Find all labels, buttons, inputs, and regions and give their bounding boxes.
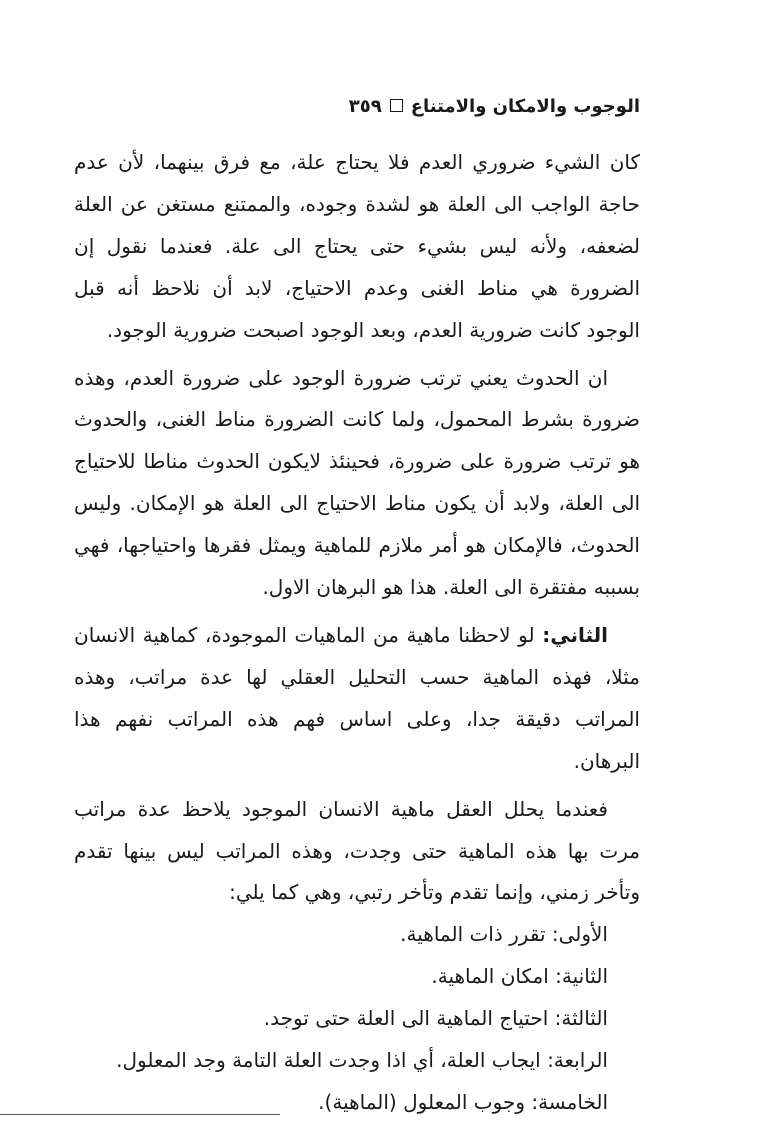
list-item-4: الرابعة: ايجاب العلة، أي اذا وجدت العلة التامة وجد المعلول. — [116, 1048, 608, 1073]
section-label-second: الثاني: — [542, 622, 609, 647]
list-item-3: الثالثة: احتياج الماهية الى العلة حتى توجد. — [263, 1006, 608, 1031]
page-number: ٣٥٩ — [348, 96, 382, 117]
running-header — [128, 92, 640, 122]
paragraph-4: فعندما يحلل العقل ماهية الانسان الموجود يلاحظ عدة مراتب مرت بها هذه الماهية حتى وجدت، وهذه المراتب ليس بينها تقدم وتأخر زمني، وإنما تقدم وتأخر رتبي، وهي كما يلي: — [74, 796, 640, 905]
header-title: الوجوب والامكان والامتناع — [410, 96, 640, 117]
square-ornament-icon — [390, 99, 403, 112]
paragraph-2: ان الحدوث يعني ترتب ضرورة الوجود على ضرورة العدم، وهذه ضرورة بشرط المحمول، ولما كانت الضرورة مناط الغنى، والحدوث هو ترتب ضرورة على ضرورة، فحينئذ لايكون الحدوث مناطا للاحتياج الى العلة، ولابد أن يكون مناط الاحتياج الى العلة هو الإمكان. وليس الحدوث، فالإمكان هو أمر ملازم للماهية ويمثل فقرها واحتياجها، فهي بسببه مفتقرة الى العلة. هذا هو البرهان الاول. — [74, 365, 640, 600]
paragraph-3 — [74, 615, 640, 783]
paragraph-1: كان الشيء ضروري العدم فلا يحتاج علة، مع فرق بينهما، لأن عدم حاجة الواجب الى العلة هو لشدة وجوده، والممتنع مستغن عن العلة لضعفه، ولأنه ليس بشيء حتى يحتاج الى علة. فعندما نقول إن الضرورة هي مناط الغنى وعدم الاحتياج، لابد أن نلاحظ أنه قبل الوجود كانت ضرورية العدم، وبعد الوجود اصبحت ضرورية الوجود. — [74, 150, 640, 342]
list-item-2: الثانية: امكان الماهية. — [431, 964, 608, 989]
page-body — [74, 142, 640, 1124]
list-item-1: الأولى: تقرر ذات الماهية. — [400, 922, 608, 947]
list-item-5: الخامسة: وجوب المعلول (الماهية). — [318, 1089, 608, 1114]
bottom-rule — [0, 1114, 280, 1115]
paragraph-3-text: لو لاحظنا ماهية من الماهيات الموجودة، كماهية الانسان مثلا، فهذه الماهية حسب التحليل العقلي لها عدة مراتب، وهذه المراتب دقيقة جدا، وعلى اساس فهم هذه المراتب نفهم هذا البرهان. — [74, 622, 640, 773]
